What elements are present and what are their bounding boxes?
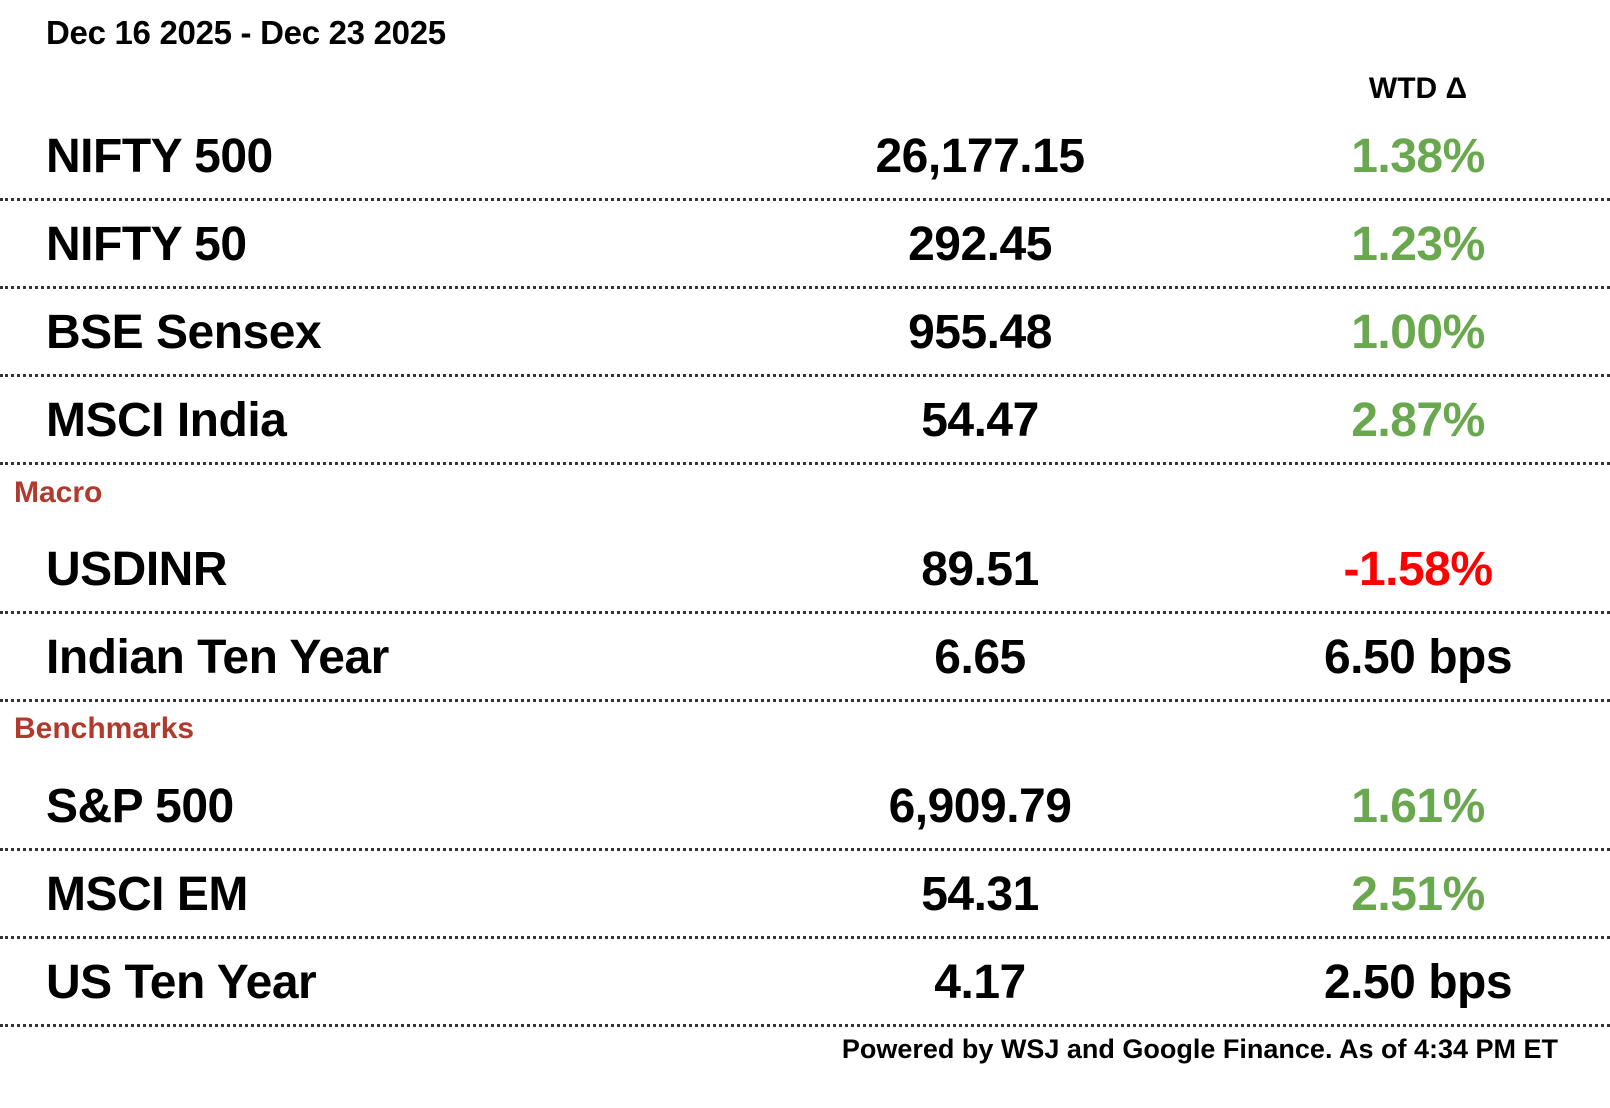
row-name: S&P 500 <box>46 780 234 833</box>
row-change: 2.51% <box>1351 868 1485 921</box>
row-divider <box>0 1024 1610 1027</box>
table-row <box>0 763 1610 851</box>
row-change: 2.50 bps <box>1323 956 1513 1009</box>
row-change: 1.38% <box>1351 130 1485 183</box>
row-value: 6.65 <box>934 631 1026 684</box>
row-value: 4.17 <box>934 956 1026 1009</box>
date-range: Dec 16 2025 - Dec 23 2025 <box>46 14 446 51</box>
row-name: NIFTY 500 <box>46 130 273 183</box>
table-row <box>0 526 1610 614</box>
row-value: 26,177.15 <box>875 130 1085 183</box>
section-label-benchmarks: Benchmarks <box>14 712 195 745</box>
source-footer: Powered by WSJ and Google Finance. As of 4:34 PM ET <box>841 1034 1558 1064</box>
wtd-change-header: WTD Δ <box>1368 72 1468 105</box>
row-value: 955.48 <box>908 306 1052 359</box>
row-change: 1.61% <box>1351 780 1485 833</box>
row-change: 1.23% <box>1351 218 1485 271</box>
row-name: US Ten Year <box>46 956 317 1009</box>
row-value: 89.51 <box>921 543 1039 596</box>
table-row <box>0 939 1610 1027</box>
row-name: NIFTY 50 <box>46 218 247 271</box>
row-name: Indian Ten Year <box>46 631 389 684</box>
table-row <box>0 851 1610 939</box>
table-row <box>0 377 1610 465</box>
row-value: 54.47 <box>921 394 1039 447</box>
table-row <box>0 614 1610 702</box>
row-value: 6,909.79 <box>888 780 1072 833</box>
row-change: -1.58% <box>1343 543 1493 596</box>
row-name: MSCI India <box>46 394 287 447</box>
table-row <box>0 289 1610 377</box>
row-change: 2.87% <box>1351 394 1485 447</box>
row-name: USDINR <box>46 543 228 596</box>
row-change: 6.50 bps <box>1323 631 1513 684</box>
row-name: MSCI EM <box>46 868 248 921</box>
row-change: 1.00% <box>1351 306 1485 359</box>
row-value: 292.45 <box>908 218 1052 271</box>
row-divider <box>0 699 1610 702</box>
table-row <box>0 113 1610 201</box>
section-label-macro: Macro <box>14 476 103 509</box>
row-name: BSE Sensex <box>46 306 322 359</box>
table-row <box>0 201 1610 289</box>
row-value: 54.31 <box>921 868 1039 921</box>
row-divider <box>0 462 1610 465</box>
